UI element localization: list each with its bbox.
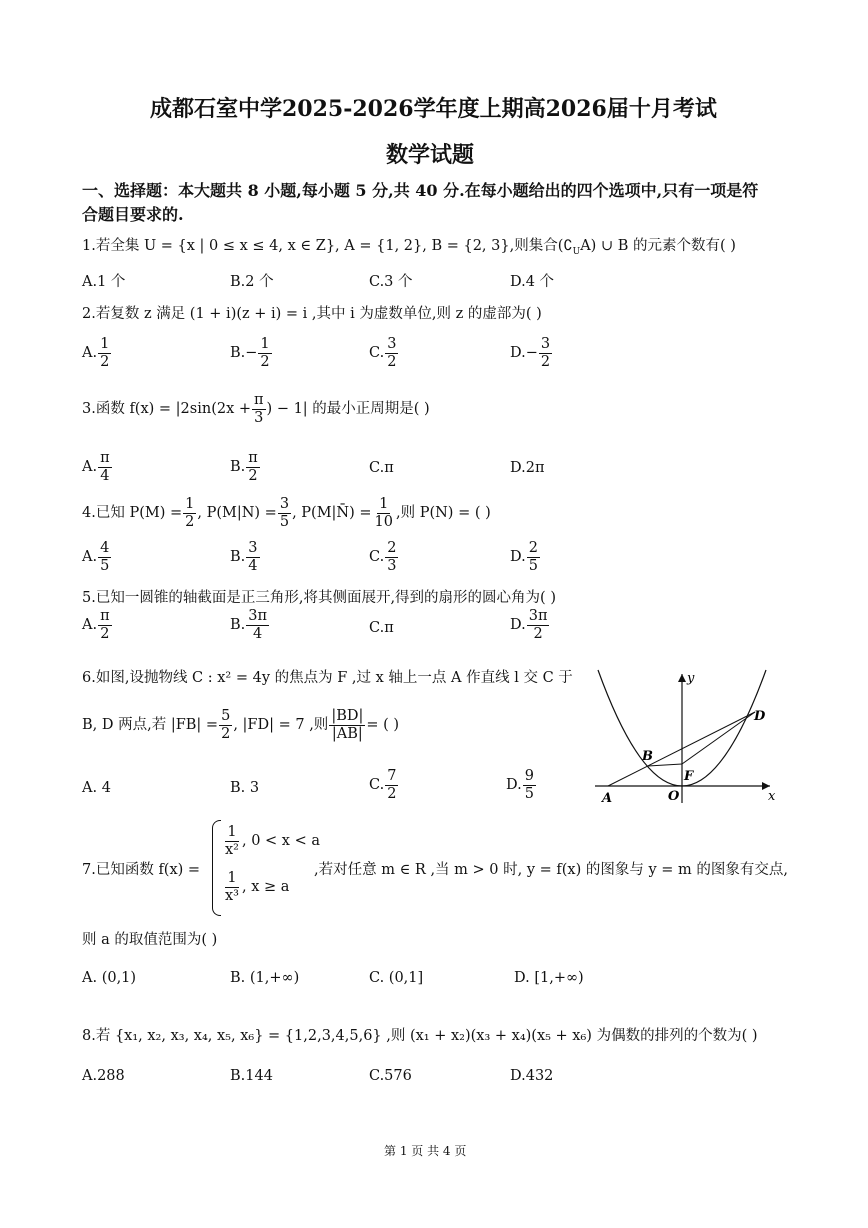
q3-option-b: B. $\frac{\pi}{2}$ (230, 450, 258, 484)
q1-stem: 1.若全集 (82, 238, 140, 254)
q8-option-c: C.576 (369, 1068, 412, 1084)
q1-complement: ,则集合(∁ (509, 238, 573, 254)
exam-subtitle: 数学试题 (386, 142, 475, 168)
label-o: O (668, 789, 680, 804)
segment-fd (682, 712, 755, 764)
q5-option-c: C.π (369, 620, 394, 636)
piecewise-brace (212, 820, 221, 916)
q6-option-d: D. $\frac{9}{5}$ (506, 768, 534, 802)
question-5: 5.已知一圆锥的轴截面是正三角形,将其侧面展开,得到的扇形的圆心角为( ) (82, 590, 556, 606)
q7-option-d: D. [1,+∞) (514, 970, 584, 986)
question-2: 2.若复数 z 满足 (1 + i)(z + i) = i ,其中 i 为虚数单位,则 z 的虚部为( ) (82, 306, 542, 322)
q6-option-b: B. 3 (230, 780, 260, 796)
q8-option-d: D.432 (510, 1068, 554, 1084)
label-y: y (687, 671, 695, 686)
q4-option-c: C. $\frac{2}{3}$ (369, 540, 397, 574)
question-6-cont: B, D 两点,若 |FB| = $\frac{5}{2}$ , |FD| = 7 ,则 $\frac{|BD|}{|AB|}$ = ( ) (82, 708, 400, 742)
question-1: 1.若全集 U = {x | 0 ≤ x ≤ 4, x ∈ Z}, A = {1, 2}, B = {2, 3},则集合$(∁_UA)$ ∪ B 的元素个数有( ) (82, 238, 736, 257)
q8-option-b: B.144 (230, 1068, 273, 1084)
label-x: x (768, 789, 776, 804)
exam-title: 成都石室中学2025-2026学年度上期高2026届十月考试 (150, 96, 717, 122)
question-7-tail: 则 a 的取值范围为( ) (82, 932, 218, 948)
q1-sets: U = {x | 0 ≤ x ≤ 4, x ∈ Z}, A = {1, 2}, B = {2, 3} (143, 238, 510, 254)
q2-option-c: C. $\frac{3}{2}$ (369, 336, 397, 370)
label-f: F (684, 769, 694, 784)
q8-option-a: A.288 (82, 1068, 125, 1084)
piecewise-case-1: $\frac{1}{\text{x²}}$ , 0 < x < a (225, 824, 321, 858)
piecewise-case-2: $\frac{1}{\text{x³}}$ , x ≥ a (225, 870, 290, 904)
q1-option-c: C.3 个 (369, 274, 413, 290)
q4-option-b: B. $\frac{3}{4}$ (230, 540, 258, 574)
question-6: 6.如图,设抛物线 C : x² = 4y 的焦点为 F ,过 x 轴上一点 A 作直线 l 交 C 于 (82, 670, 573, 686)
question-7-cont: ,若对任意 m ∈ R ,当 m > 0 时, y = f(x) 的图象与 y = m 的图象有交点, (314, 862, 788, 878)
q2-option-b: B.− $\frac{1}{2}$ (230, 336, 270, 370)
q7-option-b: B. (1,+∞) (230, 970, 300, 986)
q1-tail: A) ∪ B 的元素个数有( ) (580, 238, 736, 254)
question-7: 7.已知函数 f(x) = (82, 862, 201, 878)
label-d: D (754, 709, 766, 724)
page-footer: 第 1 页 共 4 页 (384, 1144, 467, 1158)
section-heading-cont: 合题目要求的. (82, 205, 184, 224)
q5-option-a: A. $\frac{\pi}{2}$ (82, 608, 110, 642)
q2-option-d: D.− $\frac{3}{2}$ (510, 336, 551, 370)
q7-option-a: A. (0,1) (82, 970, 137, 986)
q3-option-d: D.2π (510, 460, 545, 476)
q6-option-a: A. 4 (82, 780, 111, 796)
q6-option-c: C. $\frac{7}{2}$ (369, 768, 397, 802)
question-3: 3.函数 f(x) = |2sin(2x + $\frac{\pi}{3}$ ) − 1| 的最小正周期是( ) (82, 392, 430, 426)
section-heading: 一、选择题：本大题共 8 小题,每小题 5 分,共 40 分.在每小题给出的四个选项中,只有一项是符 (82, 181, 759, 200)
q3-option-a: A. $\frac{\pi}{4}$ (82, 450, 110, 484)
q1-option-b: B.2 个 (230, 274, 274, 290)
q5-option-d: D. $\frac{3\pi}{2}$ (510, 608, 548, 642)
q1-option-d: D.4 个 (510, 274, 555, 290)
label-b: B (642, 749, 653, 764)
question-8: 8.若 {x₁, x₂, x₃, x₄, x₅, x₆} = {1,2,3,4,5,6} ,则 (x₁ + x₂)(x₃ + x₄)(x₅ + x₆) 为偶数的排列的个数为( ) (82, 1028, 758, 1044)
q2-option-a: A. $\frac{1}{2}$ (82, 336, 110, 370)
q5-option-b: B. $\frac{3\pi}{4}$ (230, 608, 268, 642)
q3-option-c: C.π (369, 460, 394, 476)
parabola-figure (590, 668, 790, 808)
q1-option-a: A.1 个 (82, 274, 126, 290)
q4-option-d: D. $\frac{2}{5}$ (510, 540, 538, 574)
label-a: A (602, 791, 613, 806)
segment-fb (648, 764, 682, 766)
y-axis-arrow (678, 674, 686, 682)
q4-option-a: A. $\frac{4}{5}$ (82, 540, 110, 574)
q7-option-c: C. (0,1] (369, 970, 424, 986)
question-4: 4.已知 P(M) = $\frac{1}{2}$ , P(M|N) = $\frac{3}{5}$ , P(M|N̄) = $\frac{1}{10}$ ,则 P(N) = ( ) (82, 496, 491, 530)
